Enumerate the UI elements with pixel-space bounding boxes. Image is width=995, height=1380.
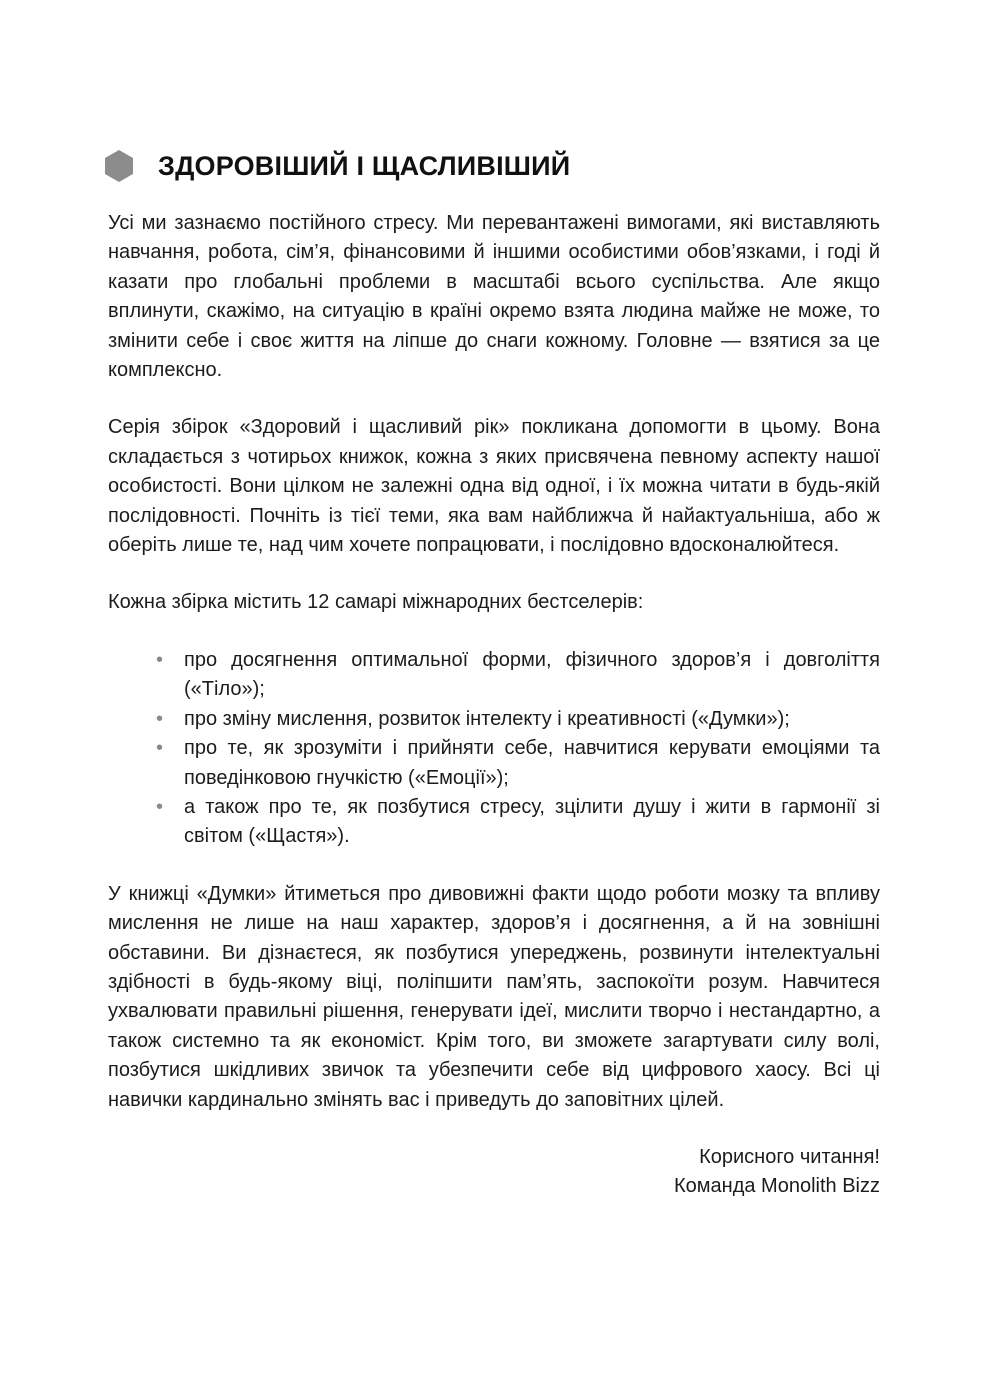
bullet-icon: • — [156, 795, 164, 818]
paragraph-intro: Усі ми зазнаємо постійного стресу. Ми перевантажені вимогами, які виставляють навчання, робота, сім’я, фінансовими й іншими особистими обов’язками, і годі й казати про глобальні проблеми в масштабі всього суспільства. Але якщо вплинути, скажімо, на ситуацію в країні окремо взята людина майже не може, то змінити себе і своє життя на ліпше до снаги кожному. Головне — взятися за це комплексно. — [108, 212, 880, 382]
signature-greeting: Корисного читання! — [699, 1145, 880, 1168]
body-text — [108, 209, 880, 1202]
page — [108, 0, 880, 1380]
bullet-icon: • — [156, 648, 164, 671]
bullet-icon: • — [156, 707, 164, 730]
section-heading — [104, 146, 570, 186]
paragraph-series: Серія збірок «Здоровий і щасливий рік» покликана допомогти в цьому. Вона складається з чотирьох книжок, кожна з яких присвячена певному аспекту нашої особистості. Вони цілком не залежні одна від одної, і їх можна читати в будь-якій послідовності. Почніть із тієї теми, яка вам найближча й найактуальніша, або ж оберіть лише те, над чим хочете попрацювати, і послідовно вдосконалюйтеся. — [108, 416, 880, 557]
hexagon-icon — [104, 149, 134, 183]
paragraph-thoughts: У книжці «Думки» йтиметься про дивовижні факти щодо роботи мозку та впливу мислення не лише на наш характер, здоров’я і досягнення, а й на зовнішні обставини. Ви дізнаєтеся, як позбутися упереджень, розвинути інтелектуальні здібності в будь-якому віці, поліпшити пам’ять, заспокоїти розум. Навчитеся ухвалювати правильні рішення, генерувати ідеї, мислити творчо і нестандартно, а також системно та як економіст. Крім того, ви зможете загартувати силу волі, позбутися шкідливих звичок та убезпечити себе від цифрового хаосу. Всі ці навички кардинально змінять вас і приведуть до заповітних цілей. — [108, 882, 880, 1111]
bullet-icon: • — [156, 737, 164, 760]
paragraph-collection: Кожна збірка містить 12 самарі міжнародних бестселерів: — [108, 591, 644, 614]
topics-list — [108, 646, 880, 852]
list-item — [156, 705, 880, 734]
list-item-text: про зміну мислення, розвиток інтелекту і креативності («Думки»); — [184, 707, 790, 730]
list-item-text: про досягнення оптимальної форми, фізичного здоров’я і довголіття («Тіло»); — [184, 648, 880, 701]
signature-team: Команда Monolith Bizz — [674, 1175, 880, 1198]
section-title: ЗДОРОВІШИЙ І ЩАСЛИВІШИЙ — [158, 150, 571, 181]
list-item — [156, 793, 880, 852]
list-item — [156, 646, 880, 705]
list-item-text: а також про те, як позбутися стресу, зцілити душу і жити в гармонії зі світом («Щастя»). — [184, 795, 880, 848]
list-item-text: про те, як зрозуміти і прийняти себе, навчитися керувати емоціями та поведінковою гнучкістю («Емоції»); — [184, 737, 880, 789]
list-item — [156, 734, 880, 793]
